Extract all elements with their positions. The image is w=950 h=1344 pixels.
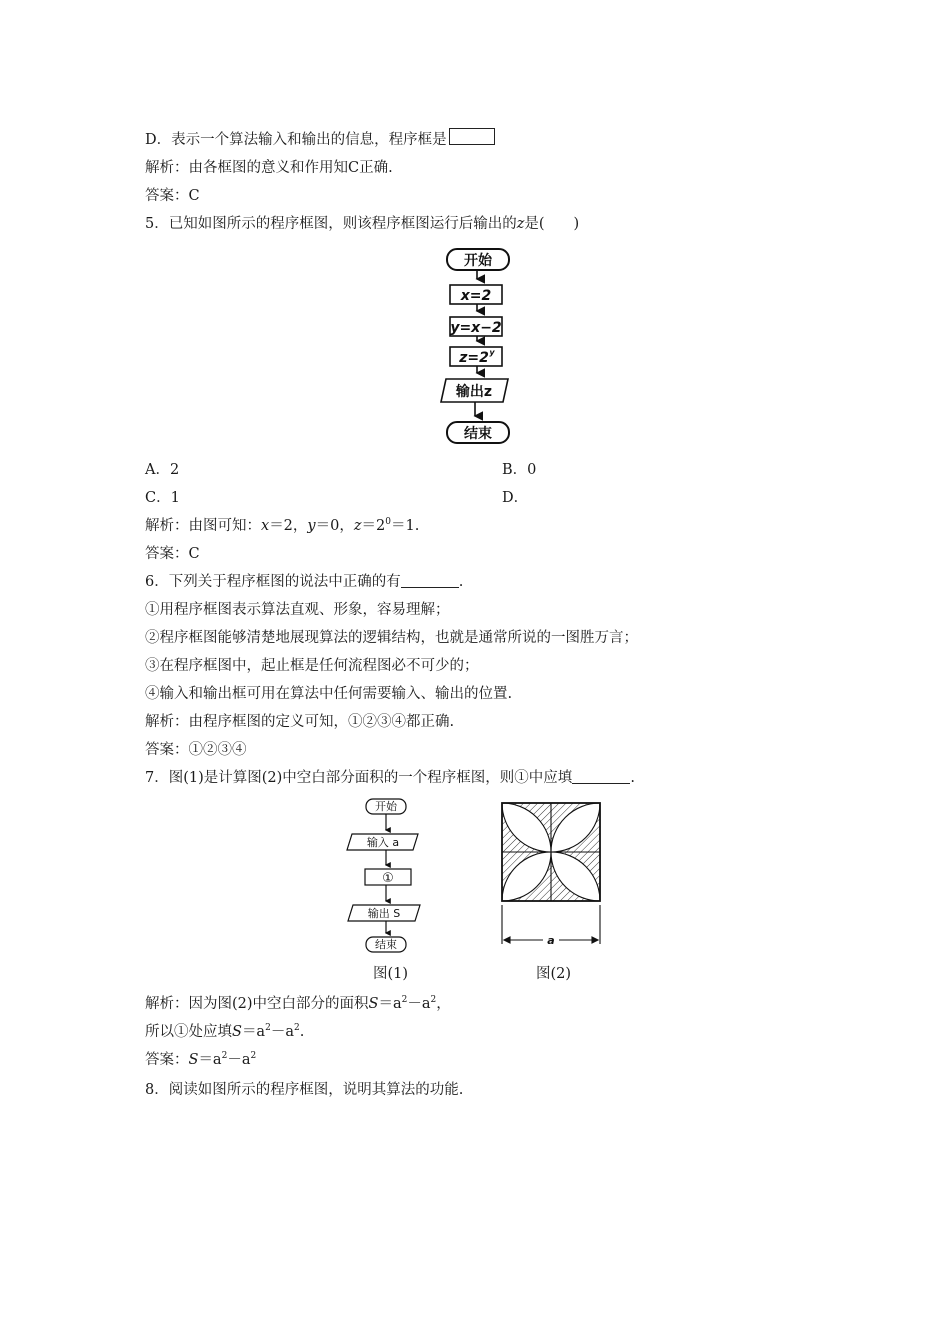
q7-output-label: 输出 S [367,907,401,920]
question-6: 6．下列关于程序框图的说法中正确的有 . [145,574,464,590]
option-d-line [145,128,495,150]
q5-start-label: 开始 [464,253,492,269]
dimension-label: a [547,934,555,947]
q7-end-label: 结束 [375,938,397,951]
q7-fill: 所以①处应填$S=a^2-a^2$. [145,1023,305,1040]
answer-blank [401,573,459,588]
q5-option-d: D． [502,490,529,506]
question-7: 7．图(1)是计算图(2)中空白部分面积的一个程序框图，则①中应填 . [145,770,635,786]
q7-answer: 答案：$S=a^2-a^2$ [145,1051,257,1068]
q7-process-label: ① [382,871,394,886]
figure-2-caption: 图(2) [536,966,572,982]
q5-step3-label: z=2 [459,350,489,366]
q5-option-b: B．0 [502,462,537,478]
q5-step3-exp: y [489,348,495,357]
q6-item-4: ④输入和输出框可用在算法中任何需要输入、输出的位置. [145,686,513,702]
q5-answer: 答案：C [145,546,200,562]
q5-flowchart [430,245,530,450]
question-5: 5．已知如图所示的程序框图，则该程序框图运行后输出的z是( ) [145,216,580,232]
process-box-icon [449,128,495,145]
q5-option-a: A．2 [145,462,180,478]
q7-flowchart [340,796,440,961]
q5-step1-label: x=2 [460,288,492,304]
q5-option-c: C．1 [145,490,180,506]
answer-line: 答案：C [145,188,200,204]
q7-start-label: 开始 [375,800,397,813]
q5-step2-label: y=x−2 [450,320,502,336]
q5-end-label: 结束 [464,426,492,442]
q6-item-1: ①用程序框图表示算法直观、形象，容易理解； [145,602,450,618]
q6-item-2: ②程序框图能够清楚地展现算法的逻辑结构，也就是通常所说的一图胜万言； [145,630,638,646]
q6-answer: 答案：①②③④ [145,742,247,758]
q6-item-3: ③在程序框图中，起止框是任何流程图必不可少的； [145,658,479,674]
question-8: 8．阅读如图所示的程序框图，说明其算法的功能. [145,1082,464,1098]
answer-blank [572,769,630,784]
option-d-text: D．表示一个算法输入和输出的信息，程序框是 [145,132,447,148]
q7-figure-2 [495,796,610,951]
q7-analysis: 解析：因为图(2)中空白部分的面积$S=a^2-a^2$， [145,995,451,1012]
figure-1-caption: 图(1) [373,966,409,982]
q7-input-label: 输入 a [366,836,400,849]
q5-output-label: 输出z [455,384,493,400]
q6-analysis: 解析：由程序框图的定义可知，①②③④都正确. [145,714,455,730]
analysis-line: 解析：由各框图的意义和作用知C正确. [145,160,393,176]
q5-analysis: 解析：由图可知：x＝2，y＝0，$z=2^0=1$. [145,517,420,534]
